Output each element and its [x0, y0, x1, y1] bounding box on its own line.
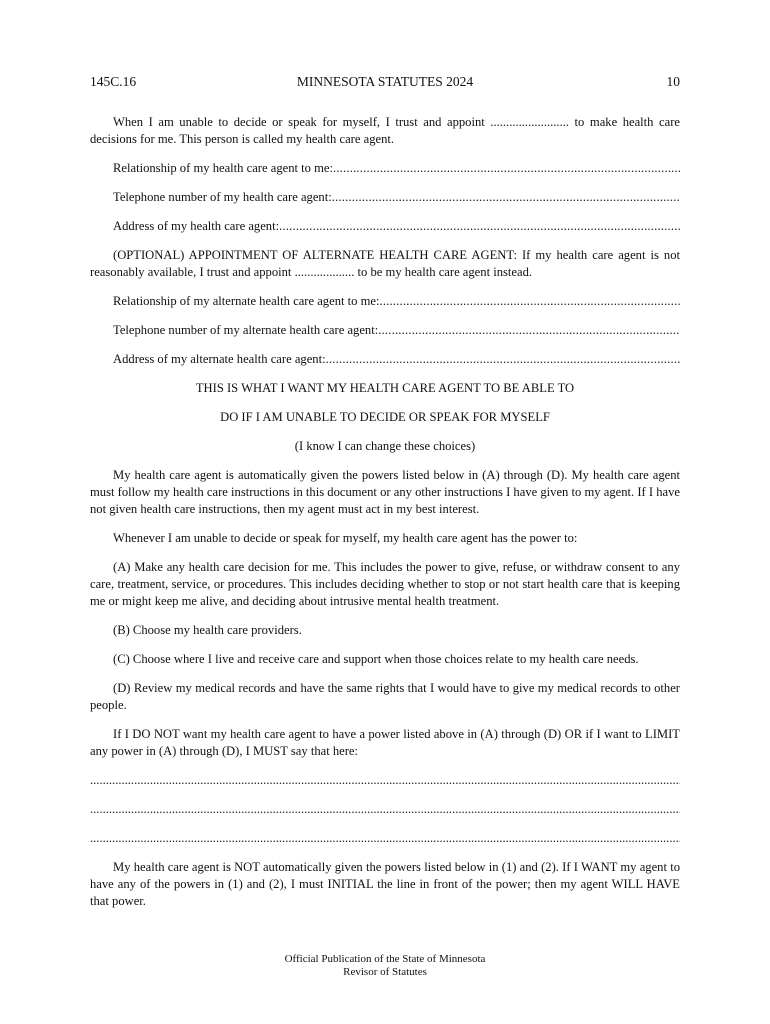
blank-dots [333, 161, 680, 175]
telephone-label: Telephone number of my health care agent: [113, 190, 332, 204]
page-body [90, 114, 680, 922]
alt-relationship-label: Relationship of my alternate health care agent to me: [113, 294, 380, 308]
document-title: MINNESOTA STATUTES 2024 [296, 74, 474, 89]
footer-revisor: Revisor of Statutes [343, 966, 427, 978]
blank-dots [332, 190, 680, 204]
power-d-paragraph: (D) Review my medical records and have the same rights that I would have to give my medical records to other people. [90, 681, 680, 712]
section-heading-note: (I know I can change these choices) [294, 439, 476, 453]
alt-telephone-line [90, 322, 680, 339]
alt-telephone-label: Telephone number of my alternate health care agent: [113, 323, 379, 337]
whenever-paragraph: Whenever I am unable to decide or speak for myself, my health care agent has the power to: [113, 531, 578, 545]
footer-publication: Official Publication of the State of Minnesota [284, 953, 486, 965]
powers-intro-paragraph: My health care agent is automatically given the powers listed below in (A) through (D). My health care agent must follow my health care instructions in this document or any other instructions I have given to my agent. If I have not given health care instructions, then my agent must act in my best interest. [90, 468, 680, 516]
alt-address-line [90, 351, 680, 368]
blank-dots [279, 219, 680, 233]
alternate-agent-paragraph: (OPTIONAL) APPOINTMENT OF ALTERNATE HEALTH CARE AGENT: If my health care agent is not reasonably available, I trust and appoint ................... to be my health care agent instead. [90, 248, 680, 279]
power-b-paragraph: (B) Choose my health care providers. [113, 623, 302, 637]
blank-dots [379, 294, 680, 308]
power-a-paragraph: (A) Make any health care decision for me. This includes the power to give, refuse, or withdraw consent to any care, treatment, service, or procedures. This includes deciding whether to stop or not start health care that is keeping me or might keep me alive, and deciding about intrusive mental health treatment. [90, 560, 680, 608]
alt-relationship-line [90, 293, 680, 310]
power-c-paragraph: (C) Choose where I live and receive care and support when those choices relate to my health care needs. [113, 652, 639, 666]
telephone-line [90, 189, 680, 206]
section-number: 145C.16 [90, 74, 137, 89]
page-footer [0, 953, 770, 979]
relationship-label: Relationship of my health care agent to me: [113, 161, 333, 175]
page-number: 10 [666, 74, 680, 89]
appoint-paragraph: When I am unable to decide or speak for myself, I trust and appoint ......................... to make health care decisions for me. This person is called my health care agent. [90, 115, 680, 146]
blank-dots [326, 352, 680, 366]
blank-dots [378, 323, 680, 337]
alt-address-label: Address of my alternate health care agent: [113, 352, 326, 366]
limit-blank-line-2 [90, 801, 680, 818]
relationship-line [90, 160, 680, 177]
limit-paragraph: If I DO NOT want my health care agent to have a power listed above in (A) through (D) OR if I want to LIMIT any power in (A) through (D), I MUST say that here: [90, 727, 680, 758]
not-automatic-paragraph: My health care agent is NOT automatically given the powers listed below in (1) and (2). If I WANT my agent to have any of the powers in (1) and (2), I must INITIAL the line in front of the power; then my agent WILL HAVE that power. [90, 860, 680, 908]
section-heading-line1: THIS IS WHAT I WANT MY HEALTH CARE AGENT TO BE ABLE TO [195, 381, 575, 395]
address-line [90, 218, 680, 235]
section-heading-line2: DO IF I AM UNABLE TO DECIDE OR SPEAK FOR MYSELF [220, 410, 550, 424]
page-header [90, 74, 680, 92]
limit-blank-line-3 [90, 830, 680, 847]
limit-blank-line-1 [90, 772, 680, 789]
address-label: Address of my health care agent: [113, 219, 280, 233]
